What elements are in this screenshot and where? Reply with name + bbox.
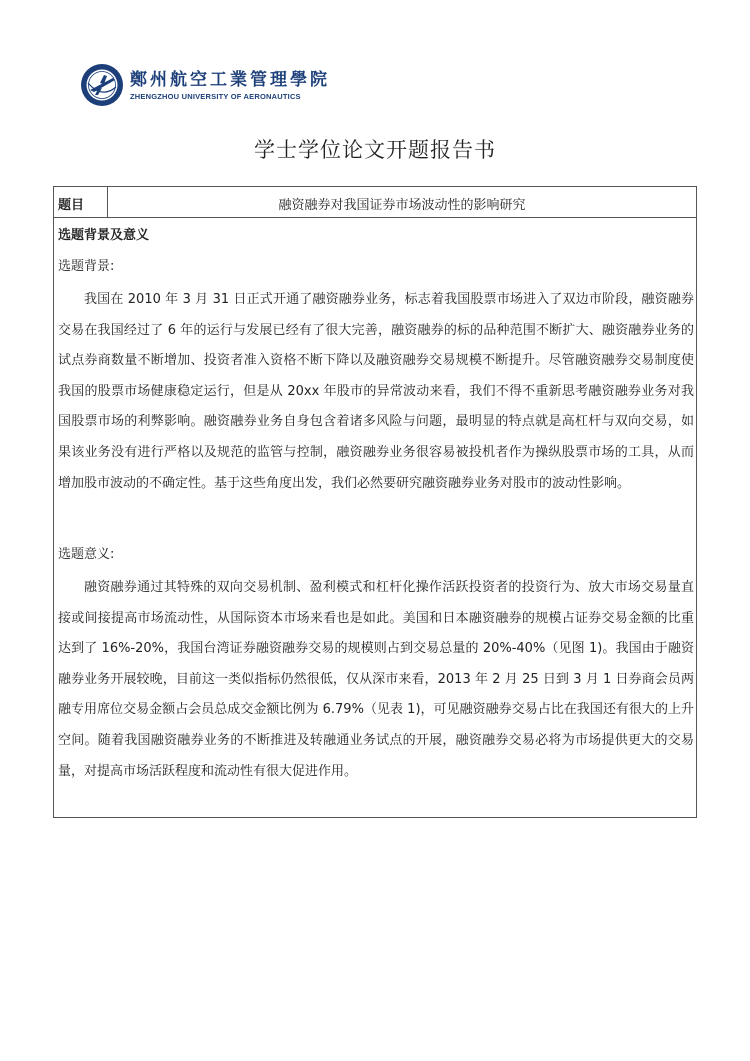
significance-label: 选题意义: — [58, 547, 115, 562]
topic-row — [54, 187, 696, 218]
topic-label: 题目 — [58, 198, 85, 213]
university-logo-emblem — [80, 63, 124, 107]
section-heading: 选题背景及意义 — [58, 228, 150, 243]
topic-value: 融资融券对我国证券市场波动性的影响研究 — [278, 198, 526, 213]
university-header — [80, 62, 330, 108]
university-name-en: ZHENGZHOU UNIVERSITY OF AERONAUTICS — [130, 91, 301, 101]
proposal-form — [53, 186, 697, 818]
background-label: 选题背景: — [58, 259, 115, 274]
university-name-cn: 鄭州航空工業管理學院 — [130, 69, 330, 90]
document-title: 学士学位论文开题报告书 — [254, 138, 496, 162]
significance-paragraph: 融资融券通过其特殊的双向交易机制、盈利模式和杠杆化操作活跃投资者的投资行为、放大市场交易量直接或间接提高市场流动性，从国际资本市场来看也是如此。美国和日本融资融券的规模占证券交易金额的比重达到了 16%-20%，我国台湾证券融资融券交易的规模则占到交易总量的 20%-40%（见图 1)。我国由于融资融券业务开展较晚，目前这一类似指标仍然很低，仅从深市来看，2013 年 2 月 25 日到 3 月 1 日券商会员两融专用席位交易金额占会员总成交金额比例为 6.79%（见表 1)，可见融资融券交易占比在我国还有很大的上升空间。随着我国融资融券业务的不断推进及转融通业务试点的开展，融资融券交易必将为市场提供更大的交易量，对提高市场活跃程度和流动性有很大促进作用。 — [58, 580, 694, 779]
background-paragraph: 我国在 2010 年 3 月 31 日正式开通了融资融券业务，标志着我国股票市场进入了双边市阶段，融资融券交易在我国经过了 6 年的运行与发展已经有了很大完善，融资融券的标的品种范围不断扩大、融资融券业务的试点券商数量不断增加、投资者准入资格不断下降以及融资融券交易规模不断提升。尽管融资融券交易制度使我国的股票市场健康稳定运行，但是从 20xx 年股市的异常波动来看，我们不得不重新思考融资融券业务对我国股票市场的利弊影响。融资融券业务自身包含着诸多风险与问题，最明显的特点就是高杠杆与双向交易，如果该业务没有进行严格以及规范的监管与控制，融资融券业务很容易被投机者作为操纵股票市场的工具，从而增加股市波动的不确定性。基于这些角度出发，我们必然要研究融资融券业务对股市的波动性影响。 — [58, 292, 694, 491]
university-name-block — [130, 70, 330, 101]
